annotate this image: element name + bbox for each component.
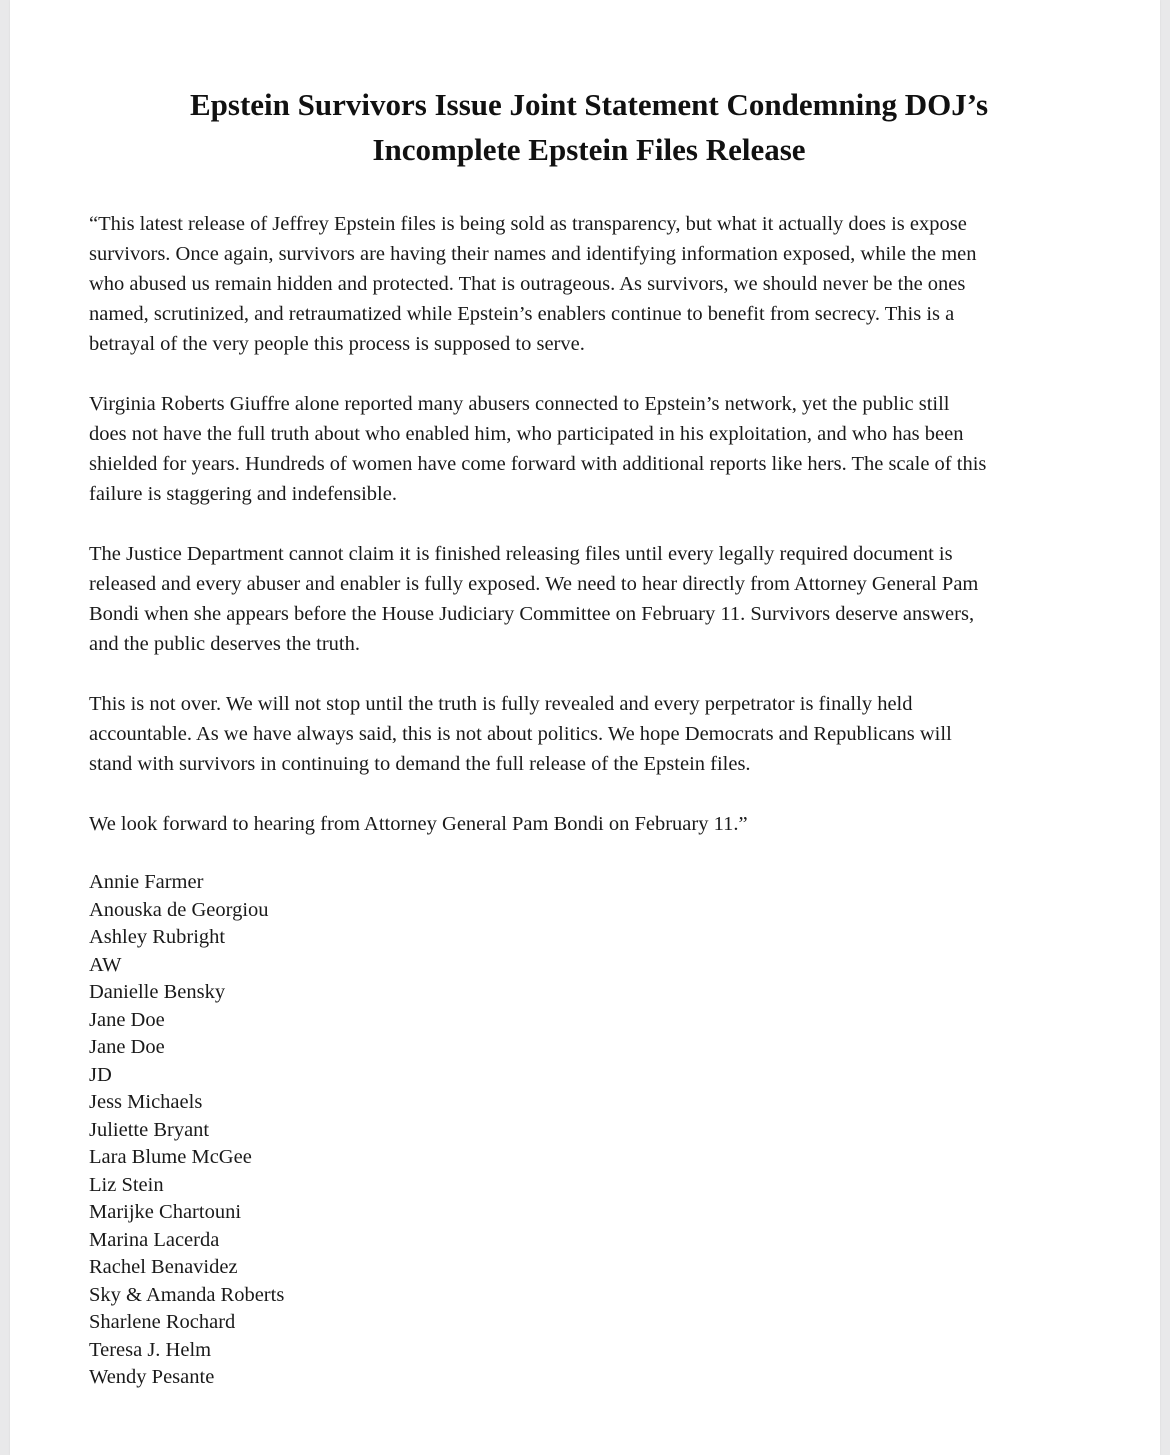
signatory: Marijke Chartouni (89, 1201, 242, 1223)
signatory: Ashley Rubright (89, 926, 226, 948)
document-page (10, 0, 1160, 1455)
signatory: Lara Blume McGee (89, 1146, 252, 1168)
signatory: Juliette Bryant (89, 1118, 210, 1141)
signatory: Jane Doe (89, 1036, 165, 1058)
signatory: Sharlene Rochard (89, 1311, 236, 1333)
signatory: JD (89, 1063, 112, 1086)
signatory-list (89, 869, 1089, 1392)
signatory: Marina Lacerda (89, 1228, 220, 1251)
statement-body (89, 209, 1089, 839)
signatory: Jess Michaels (89, 1091, 203, 1113)
document-content (89, 82, 1089, 1392)
paragraph-1: “This latest release of Jeffrey Epstein files is being sold as transparency, but what it actually does is expose survivors. Once again, survivors are having their names and identifying information exposed, while the men who abused us remain hidden and protected. That is outrageous. As survivors, we should never be the ones named, scrutinized, and retraumatized while Epstein’s enablers continue to benefit from secrecy. This is a betrayal of the very people this process is supposed to serve. (89, 213, 977, 355)
document-title (89, 82, 1089, 172)
signatory: Teresa J. Helm (89, 1338, 212, 1361)
paragraph-5: We look forward to hearing from Attorney General Pam Bondi on February 11.” (89, 813, 748, 835)
paragraph-3: The Justice Department cannot claim it is finished releasing files until every legally required document is released and every abuser and enabler is fully exposed. We need to hear directly from Attorney General Pam Bondi when she appears before the House Judiciary Committee on February 11. Survivors deserve answers, and the public deserves the truth. (89, 543, 979, 655)
paragraph-2: Virginia Roberts Giuffre alone reported many abusers connected to Epstein’s network, yet the public still does not have the full truth about who enabled him, who participated in his exploitation, and who has been shielded for years. Hundreds of women have come forward with additional reports like hers. The scale of this failure is staggering and indefensible. (89, 393, 987, 505)
signatory: Jane Doe (89, 1008, 165, 1031)
title-line-1: Epstein Survivors Issue Joint Statement Condemning DOJ’s (189, 87, 989, 122)
signatory: AW (89, 953, 122, 976)
signatory: Liz Stein (89, 1173, 164, 1196)
signatory: Annie Farmer (89, 871, 204, 893)
paragraph-4: This is not over. We will not stop until the truth is fully revealed and every perpetrator is finally held accountable. As we have always said, this is not about politics. We hope Democrats and Republicans will stand with survivors in continuing to demand the full release of the Epstein files. (89, 693, 952, 775)
signatory: Danielle Bensky (89, 981, 226, 1003)
signatory: Rachel Benavidez (89, 1256, 238, 1278)
signatory: Anouska de Georgiou (89, 898, 269, 921)
title-line-2: Incomplete Epstein Files Release (372, 132, 806, 167)
signatory: Sky & Amanda Roberts (89, 1283, 285, 1306)
signatory: Wendy Pesante (89, 1366, 215, 1388)
